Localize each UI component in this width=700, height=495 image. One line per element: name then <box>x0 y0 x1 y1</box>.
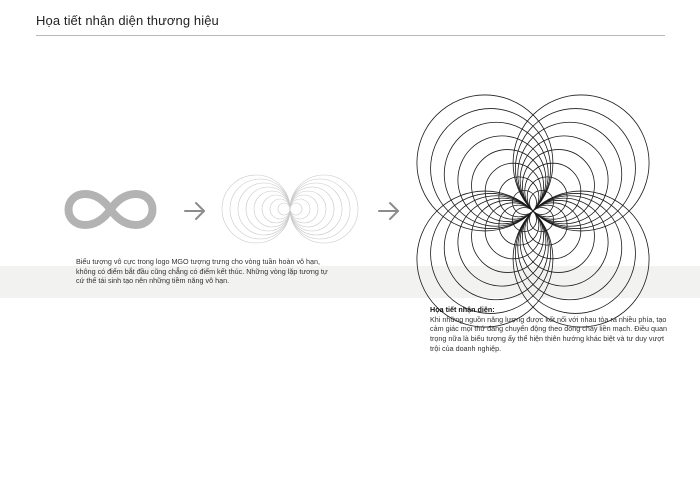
loop-ring <box>290 179 350 239</box>
loop-ring <box>262 195 290 223</box>
loop-ring <box>230 179 290 239</box>
loop-ring <box>290 187 334 231</box>
loop-ring <box>290 191 326 227</box>
pattern-caption-heading: Họa tiết nhận diện: <box>430 305 495 314</box>
loop-ring <box>290 203 302 215</box>
page-title: Họa tiết nhận diện thương hiệu <box>36 13 219 28</box>
loop-ring <box>278 203 290 215</box>
arrow-right-icon <box>379 203 398 219</box>
arrow-right-icon <box>185 203 204 219</box>
infinity-icon <box>69 194 153 225</box>
clover-pattern-icon <box>417 95 649 327</box>
loop-ring <box>222 175 290 243</box>
infinity-caption: Biểu tượng vô cực trong logo MGO tượng trưng cho vòng tuần hoàn vô hạn, không có điểm bắt đầu cũng chẳng có điểm kết thúc. Những vòng lặp tương tự cứ thế tái sinh tạo nên những tiềm năng vô hạn. <box>76 257 328 286</box>
pattern-caption-text: Khi những nguồn năng lượng được kết nối với nhau tỏa ra nhiều phía, tạo cảm giác mọi thứ đang chuyển động theo dòng chảy liền mạch. Điều quan trọng nữa là biểu tượng ấy thể hiện thiên hướng khác biệt và tư duy vượt trội của doanh nghiệp. <box>430 314 667 353</box>
concentric-loops-icon <box>222 175 358 243</box>
loop-ring <box>270 199 290 219</box>
loop-ring <box>290 175 358 243</box>
pattern-caption <box>430 305 670 354</box>
loop-ring <box>254 191 290 227</box>
loop-ring <box>246 187 290 231</box>
loop-ring <box>290 195 318 223</box>
loop-ring <box>290 199 310 219</box>
